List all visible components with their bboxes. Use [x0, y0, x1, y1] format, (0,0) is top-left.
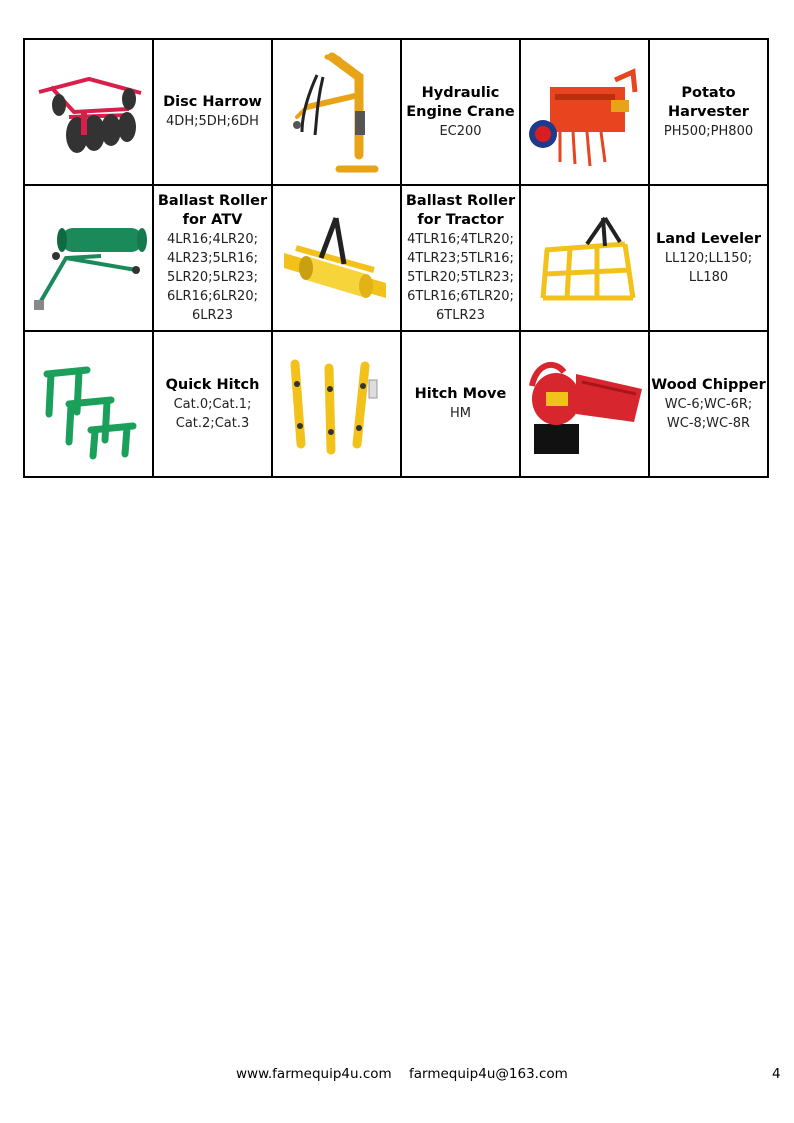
potato-harvester-image — [525, 52, 645, 172]
atv-ballast-roller-image — [26, 198, 151, 318]
product-model: 4DH;5DH;6DH — [166, 114, 259, 129]
product-info-cell — [401, 331, 520, 477]
footer-email-link[interactable]: farmequip4u@163.com — [409, 1066, 568, 1082]
footer-website-link[interactable]: www.farmequip4u.com — [236, 1066, 392, 1082]
product-image-cell — [520, 185, 649, 331]
product-name: Ballast Roller for Tractor — [405, 192, 516, 228]
page-number: 4 — [772, 1066, 781, 1082]
product-info-cell — [153, 331, 272, 477]
product-name: Land Leveler — [655, 230, 762, 247]
wood-chipper-image — [524, 344, 646, 464]
product-name: Hydraulic Engine Crane — [406, 84, 515, 120]
product-image-cell — [272, 39, 401, 185]
product-catalog-table — [23, 38, 769, 478]
catalog-row — [24, 39, 768, 185]
product-name: Potato Harvester — [668, 84, 749, 120]
hitch-move-image — [277, 344, 397, 464]
product-name: Quick Hitch — [165, 376, 260, 393]
product-info-cell — [153, 185, 272, 331]
product-name: Disc Harrow — [163, 94, 262, 110]
product-image-cell — [272, 331, 401, 477]
product-info-cell — [401, 39, 520, 185]
product-model: LL120;LL150; LL180 — [664, 250, 753, 285]
catalog-row — [24, 185, 768, 331]
product-image-cell — [24, 185, 153, 331]
product-info-cell — [649, 331, 768, 477]
product-model: PH500;PH800 — [663, 123, 754, 139]
tractor-ballast-roller-image — [276, 198, 398, 318]
hydraulic-engine-crane-image — [277, 47, 397, 177]
product-name: Ballast Roller for ATV — [157, 192, 268, 228]
product-model: WC-6;WC-6R; WC-8;WC-8R — [664, 396, 753, 431]
product-model: EC200 — [439, 123, 482, 139]
product-model: HM — [450, 406, 471, 421]
product-name: Wood Chipper — [651, 376, 766, 393]
product-model: 4LR16;4LR20; 4LR23;5LR16; 5LR20;5LR23; 6LR16;6LR20; 6LR23 — [167, 231, 258, 323]
quick-hitch-image — [29, 344, 149, 464]
product-info-cell — [649, 39, 768, 185]
catalog-row — [24, 331, 768, 477]
disc-harrow-image — [29, 57, 149, 167]
product-model: 4TLR16;4TLR20; 4TLR23;5TLR16; 5TLR20;5TLR23; 6TLR16;6TLR20; 6TLR23 — [407, 231, 514, 323]
product-image-cell — [520, 331, 649, 477]
product-image-cell — [520, 39, 649, 185]
product-info-cell — [153, 39, 272, 185]
product-info-cell — [649, 185, 768, 331]
product-image-cell — [272, 185, 401, 331]
product-image-cell — [24, 331, 153, 477]
product-image-cell — [24, 39, 153, 185]
product-name: Hitch Move — [414, 386, 507, 402]
land-leveler-image — [525, 198, 645, 318]
product-info-cell — [401, 185, 520, 331]
product-model: Cat.0;Cat.1; Cat.2;Cat.3 — [173, 396, 252, 431]
